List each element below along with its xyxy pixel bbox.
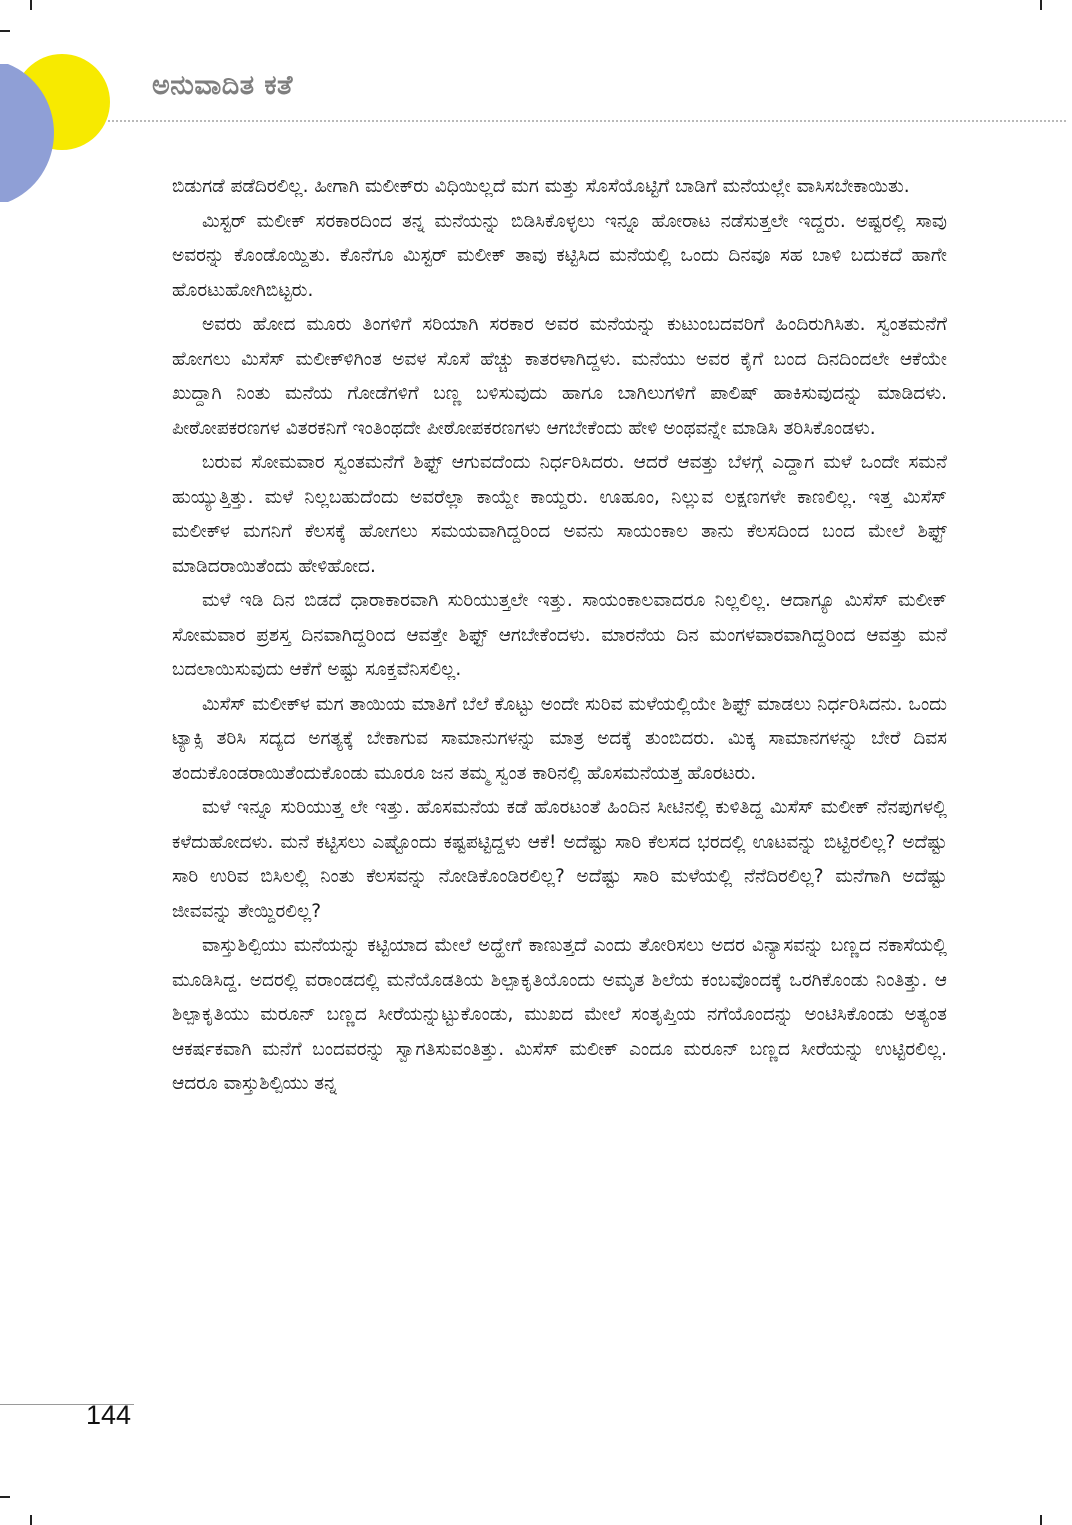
paragraph-2: ಮಿಸ್ಟರ್ ಮಲೀಕ್ ಸರಕಾರದಿಂದ ತನ್ನ ಮನೆಯನ್ನು ಬಿಡಿಸಿಕೊಳ್ಳಲು ಇನ್ನೂ ಹೋರಾಟ ನಡೆಸುತ್ತಲೇ ಇದ್ದರು. ಅಷ್ಟರಲ್ಲಿ ಸಾವು ಅವರನ್ನು ಕೊಂಡೊಯ್ದಿತು. ಕೊನೆಗೂ ಮಿಸ್ಟರ್ ಮಲೀಕ್ ತಾವು ಕಟ್ಟಿಸಿದ ಮನೆಯಲ್ಲಿ ಒಂದು ದಿನವೂ ಸಹ ಬಾಳಿ ಬದುಕದೆ ಹಾಗೇ ಹೊರಟುಹೋಗಿಬಿಟ್ಟರು.	[172, 210, 947, 301]
paragraph-8: ವಾಸ್ತುಶಿಲ್ಪಿಯು ಮನೆಯನ್ನು ಕಟ್ಟಿಯಾದ ಮೇಲೆ ಅದ್ಹೇಗೆ ಕಾಣುತ್ತದೆ ಎಂದು ತೋರಿಸಲು ಅದರ ವಿನ್ಯಾಸವನ್ನು ಬಣ್ಣದ ನಕಾಸೆಯಲ್ಲಿ ಮೂಡಿಸಿದ್ದ. ಅದರಲ್ಲಿ ವರಾಂಡದಲ್ಲಿ ಮನೆಯೊಡತಿಯ ಶಿಲ್ಪಾಕೃತಿಯೊಂದು ಅಮೃತ ಶಿಲೆಯ ಕಂಬವೊಂದಕ್ಕೆ ಒರಗಿಕೊಂಡು ನಿಂತಿತ್ತು. ಆ ಶಿಲ್ಪಾಕೃತಿಯು ಮರೂನ್ ಬಣ್ಣದ ಸೀರೆಯನ್ನುಟ್ಟುಕೊಂಡು, ಮುಖದ ಮೇಲೆ ಸಂತೃಪ್ತಿಯ ನಗೆಯೊಂದನ್ನು ಅಂಟಿಸಿಕೊಂಡು ಅತ್ಯಂತ ಆಕರ್ಷಕವಾಗಿ ಮನೆಗೆ ಬಂದವರನ್ನು ಸ್ವಾಗತಿಸುವಂತಿತ್ತು. ಮಿಸೆಸ್ ಮಲೀಕ್ ಎಂದೂ ಮರೂನ್ ಬಣ್ಣದ ಸೀರೆಯನ್ನು ಉಟ್ಟಿರಲಿಲ್ಲ. ಆದರೂ ವಾಸ್ತುಶಿಲ್ಪಿಯು ತನ್ನ	[172, 935, 947, 1094]
header-dotted-divider	[108, 120, 1066, 122]
header-decoration	[0, 52, 110, 212]
page-number: 144	[86, 1400, 132, 1430]
crop-mark-bottom-right	[1040, 1515, 1042, 1525]
crop-mark-bottom-left	[30, 1515, 32, 1525]
section-title: ಅನುವಾದಿತ ಕತೆ	[152, 70, 293, 101]
story-body	[172, 170, 947, 1395]
crop-mark-bottom-left-h	[0, 1496, 10, 1498]
paragraph-3: ಅವರು ಹೋದ ಮೂರು ತಿಂಗಳಿಗೆ ಸರಿಯಾಗಿ ಸರಕಾರ ಅವರ ಮನೆಯನ್ನು ಕುಟುಂಬದವರಿಗೆ ಹಿಂದಿರುಗಿಸಿತು. ಸ್ವಂತಮನೆಗೆ ಹೋಗಲು ಮಿಸೆಸ್ ಮಲೀಕ್‍ಳಿಗಿಂತ ಅವಳ ಸೊಸೆ ಹೆಚ್ಚು ಕಾತರಳಾಗಿದ್ದಳು. ಮನೆಯು ಅವರ ಕೈಗೆ ಬಂದ ದಿನದಿಂದಲೇ ಆಕೆಯೇ ಖುದ್ದಾಗಿ ನಿಂತು ಮನೆಯ ಗೋಡೆಗಳಿಗೆ ಬಣ್ಣ ಬಳಿಸುವುದು ಹಾಗೂ ಬಾಗಿಲುಗಳಿಗೆ ಪಾಲಿಷ್ ಹಾಕಿಸುವುದನ್ನು ಮಾಡಿದಳು. ಪೀಠೋಪಕರಣಗಳ ವಿತರಕನಿಗೆ ಇಂತಿಂಥದೇ ಪೀಠೋಪಕರಣಗಳು ಆಗಬೇಕೆಂದು ಹೇಳಿ ಅಂಥವನ್ನೇ ಮಾಡಿಸಿ ತರಿಸಿಕೊಂಡಳು.	[172, 314, 947, 439]
paragraph-5: ಮಳೆ ಇಡಿ ದಿನ ಬಿಡದೆ ಧಾರಾಕಾರವಾಗಿ ಸುರಿಯುತ್ತಲೇ ಇತ್ತು. ಸಾಯಂಕಾಲವಾದರೂ ನಿಲ್ಲಲಿಲ್ಲ. ಆದಾಗ್ಯೂ ಮಿಸೆಸ್ ಮಲೀಕ್ ಸೋಮವಾರ ಪ್ರಶಸ್ತ ದಿನವಾಗಿದ್ದರಿಂದ ಆವತ್ತೇ ಶಿಫ್ಟ್ ಆಗಬೇಕೆಂದಳು. ಮಾರನೆಯ ದಿನ ಮಂಗಳವಾರವಾಗಿದ್ದರಿಂದ ಆವತ್ತು ಮನೆ ಬದಲಾಯಿಸುವುದು ಆಕೆಗೆ ಅಷ್ಟು ಸೂಕ್ತವೆನಿಸಲಿಲ್ಲ.	[172, 590, 947, 680]
crop-mark-top-right	[1040, 0, 1042, 10]
crop-mark-top-left-h	[0, 30, 10, 32]
paragraph-7: ಮಳೆ ಇನ್ನೂ ಸುರಿಯುತ್ತ ಲೇ ಇತ್ತು. ಹೊಸಮನೆಯ ಕಡೆ ಹೊರಟಂತೆ ಹಿಂದಿನ ಸೀಟಿನಲ್ಲಿ ಕುಳಿತಿದ್ದ ಮಿಸೆಸ್ ಮಲೀಕ್ ನೆನಪುಗಳಲ್ಲಿ ಕಳೆದುಹೋದಳು. ಮನೆ ಕಟ್ಟಿಸಲು ಎಷ್ಟೊಂದು ಕಷ್ಟಪಟ್ಟಿದ್ದಳು ಆಕೆ! ಅದೆಷ್ಟು ಸಾರಿ ಕೆಲಸದ ಭರದಲ್ಲಿ ಊಟವನ್ನು ಬಿಟ್ಟಿರಲಿಲ್ಲ? ಅದೆಷ್ಟು ಸಾರಿ ಉರಿವ ಬಿಸಿಲಲ್ಲಿ ನಿಂತು ಕೆಲಸವನ್ನು ನೋಡಿಕೊಂಡಿರಲಿಲ್ಲ? ಅದೆಷ್ಟು ಸಾರಿ ಮಳೆಯಲ್ಲಿ ನೆನೆದಿರಲಿಲ್ಲ? ಮನೆಗಾಗಿ ಅದೆಷ್ಟು ಜೀವವನ್ನು ತೇಯ್ದಿರಲಿಲ್ಲ?	[172, 797, 947, 922]
crop-mark-top-left	[30, 0, 32, 10]
paragraph-1: ಬಿಡುಗಡೆ ಪಡೆದಿರಲಿಲ್ಲ. ಹೀಗಾಗಿ ಮಲೀಕ್‍ರು ವಿಧಿಯಿಲ್ಲದೆ ಮಗ ಮತ್ತು ಸೊಸೆಯೊಟ್ಟಿಗೆ ಬಾಡಿಗೆ ಮನೆಯಲ್ಲೇ ವಾಸಿಸಬೇಕಾಯಿತು.	[172, 176, 910, 197]
paragraph-6: ಮಿಸೆಸ್ ಮಲೀಕ್‍ಳ ಮಗ ತಾಯಿಯ ಮಾತಿಗೆ ಬೆಲೆ ಕೊಟ್ಟು ಅಂದೇ ಸುರಿವ ಮಳೆಯಲ್ಲಿಯೇ ಶಿಫ್ಟ್ ಮಾಡಲು ನಿರ್ಧರಿಸಿದನು. ಒಂದು ಟ್ಯಾಕ್ಸಿ ತರಿಸಿ ಸದ್ಯದ ಅಗತ್ಯಕ್ಕೆ ಬೇಕಾಗುವ ಸಾಮಾನುಗಳನ್ನು ಮಾತ್ರ ಅದಕ್ಕೆ ತುಂಬಿದರು. ಮಿಕ್ಕ ಸಾಮಾನಗಳನ್ನು ಬೇರೆ ದಿವಸ ತಂದುಕೊಂಡರಾಯಿತೆಂದುಕೊಂಡು ಮೂರೂ ಜನ ತಮ್ಮ ಸ್ವಂತ ಕಾರಿನಲ್ಲಿ ಹೊಸಮನೆಯತ್ತ ಹೊರಟರು.	[172, 693, 947, 784]
paragraph-4: ಬರುವ ಸೋಮವಾರ ಸ್ವಂತಮನೆಗೆ ಶಿಫ್ಟ್ ಆಗುವದೆಂದು ನಿರ್ಧರಿಸಿದರು. ಆದರೆ ಆವತ್ತು ಬೆಳಗ್ಗೆ ಎದ್ದಾಗ ಮಳೆ ಒಂದೇ ಸಮನೆ ಹುಯ್ಯುತ್ತಿತ್ತು. ಮಳೆ ನಿಲ್ಲಬಹುದೆಂದು ಅವರೆಲ್ಲಾ ಕಾಯ್ದೇ ಕಾಯ್ದರು. ಊಹೂಂ, ನಿಲ್ಲುವ ಲಕ್ಷಣಗಳೇ ಕಾಣಲಿಲ್ಲ. ಇತ್ತ ಮಿಸೆಸ್ ಮಲೀಕ್‍ಳ ಮಗನಿಗೆ ಕೆಲಸಕ್ಕೆ ಹೋಗಲು ಸಮಯವಾಗಿದ್ದರಿಂದ ಅವನು ಸಾಯಂಕಾಲ ತಾನು ಕೆಲಸದಿಂದ ಬಂದ ಮೇಲೆ ಶಿಫ್ಟ್ ಮಾಡಿದರಾಯಿತೆಂದು ಹೇಳಿಹೋದ.	[172, 452, 947, 577]
